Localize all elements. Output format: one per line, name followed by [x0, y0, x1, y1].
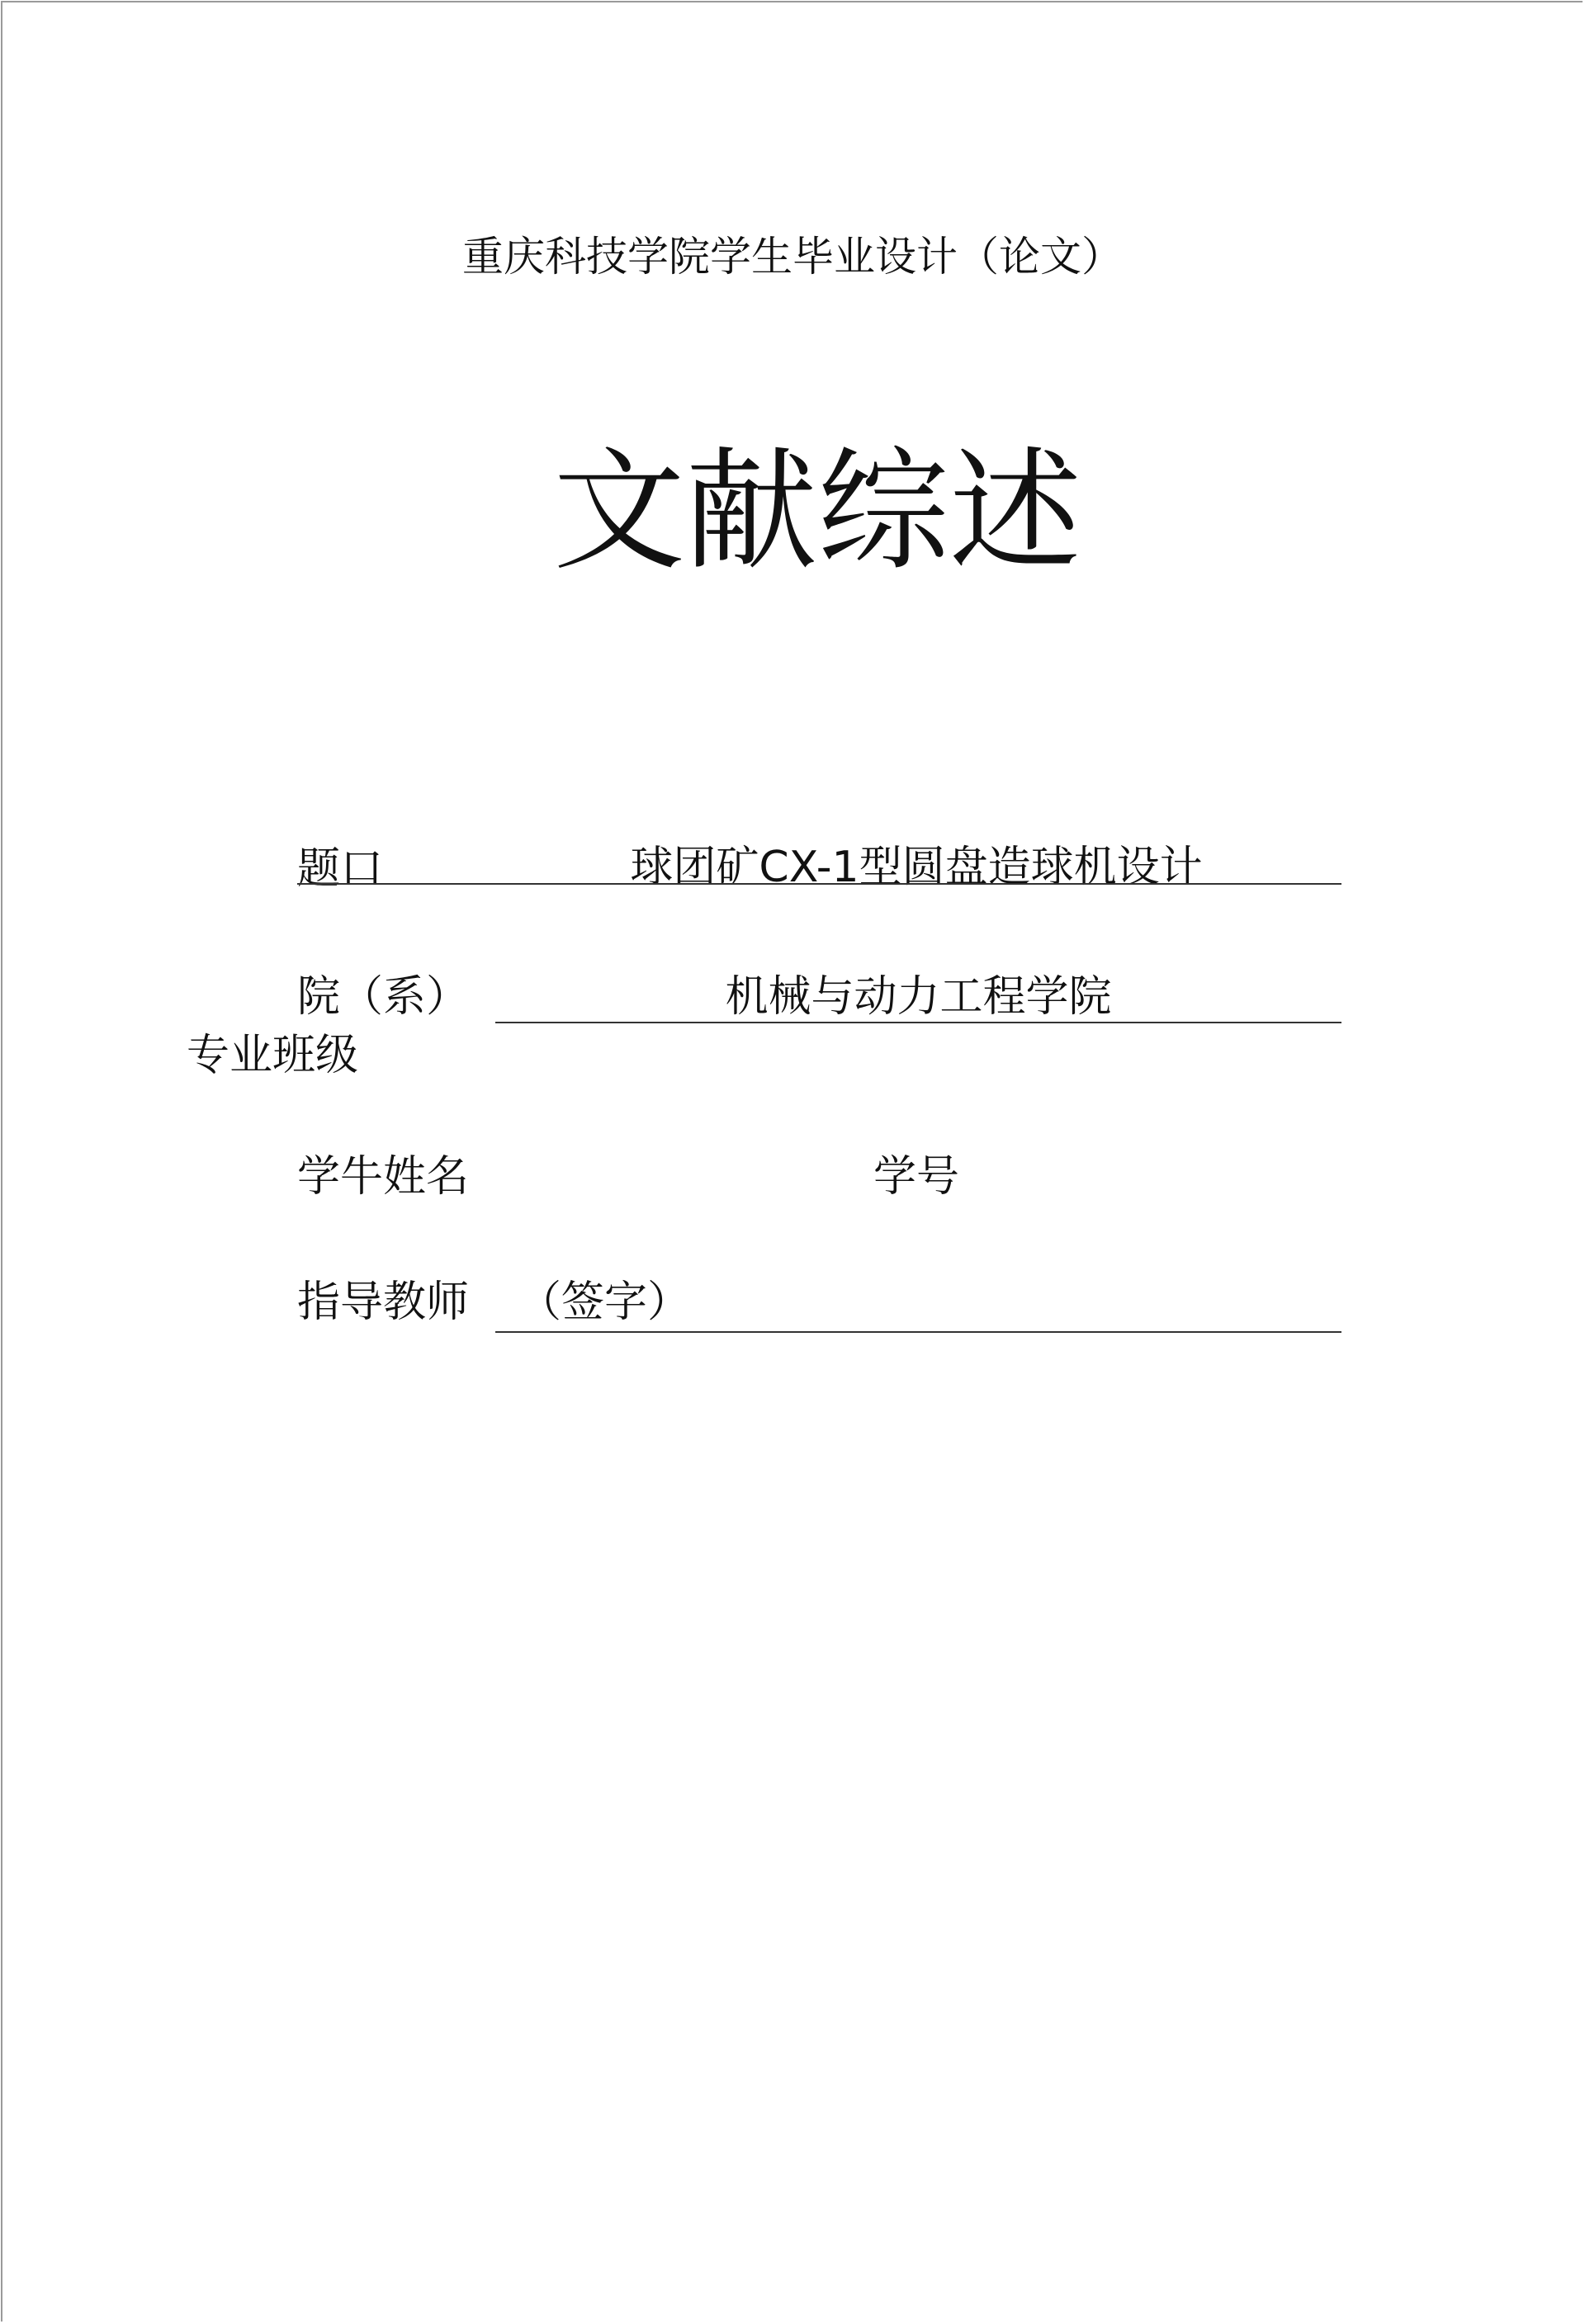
document-title: 文献综述	[552, 434, 1081, 588]
topic-label: 题口	[297, 844, 384, 894]
advisor-label: 指导教师	[297, 1278, 470, 1327]
department-value: 机械与动力工程学院	[725, 972, 1112, 1022]
major-class-label: 专业班级	[187, 1031, 359, 1080]
advisor-signature-note: （签字）	[518, 1278, 691, 1327]
page-border	[1, 1, 1583, 2322]
institution-heading: 重庆科技学院学生毕业设计（论文）	[462, 233, 1123, 281]
department-label: 院（系）	[297, 972, 470, 1022]
department-underline	[495, 1022, 1341, 1023]
advisor-underline	[495, 1331, 1341, 1333]
topic-value: 球团矿CX-1型圆盘造球机设计	[630, 843, 1203, 892]
topic-underline	[297, 883, 1341, 885]
student-name-label: 学牛姓名	[297, 1152, 470, 1202]
student-id-label: 学号	[873, 1152, 960, 1202]
